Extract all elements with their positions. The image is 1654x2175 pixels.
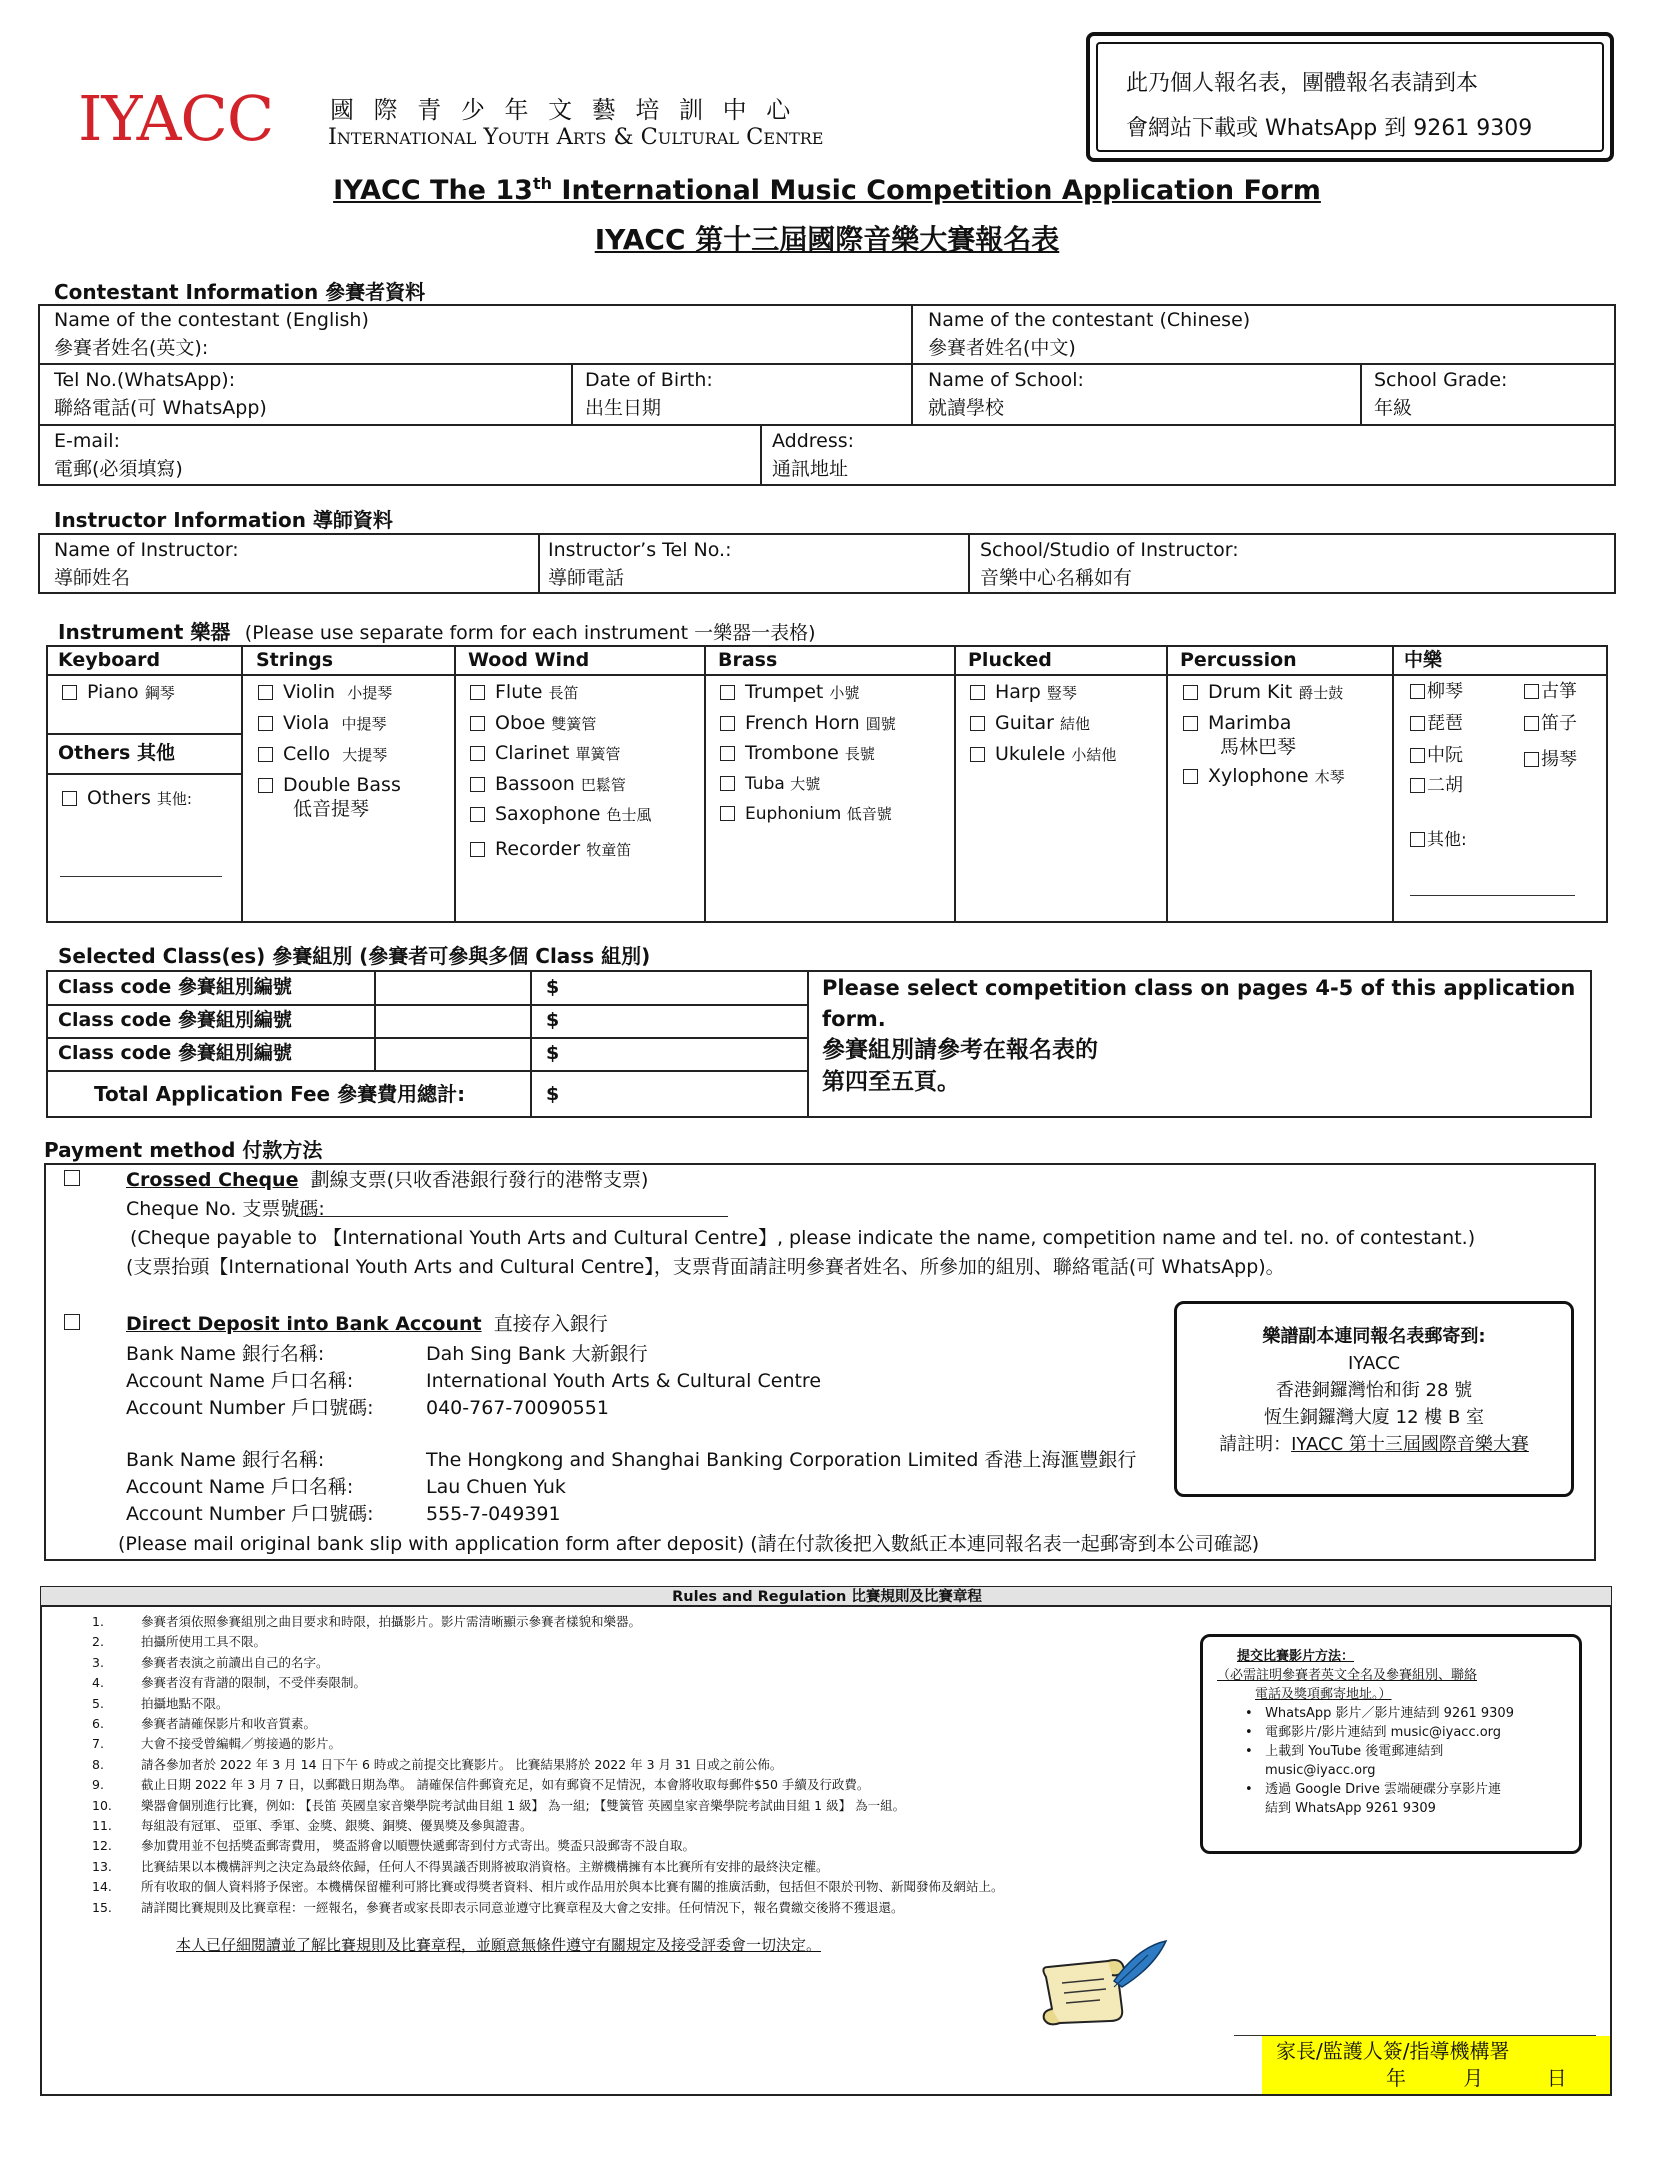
field-tel-label-cn: 聯絡電話(可 WhatsApp) [54,397,267,419]
instructor-table [38,533,1616,594]
field-instructor-studio-label-cn: 音樂中心名稱如有 [980,567,1133,589]
logo [78,84,318,154]
others-blank-line[interactable] [60,876,222,877]
opt-label: Bassoon [495,773,575,795]
opt-label: French Horn [745,712,860,734]
opt-label-cn: 低音號 [846,805,892,823]
opt-yangqin[interactable] [1524,746,1577,774]
title-en-sup: th [532,174,553,193]
rule-number: 3. [92,1654,104,1670]
opt-saxophone[interactable] [470,800,652,829]
opt-label: Drum Kit [1208,681,1293,703]
checkbox[interactable] [1183,769,1198,784]
opt-guitar[interactable] [970,709,1090,738]
notice-line-2: 會網站下載或 WhatsApp 到 9261 9309 [1126,116,1533,141]
field-instructor-tel-label-cn: 導師電話 [548,567,625,589]
rule-number: 9. [92,1777,104,1793]
opt-label: Trumpet [745,681,824,703]
opt-ukulele[interactable] [970,740,1116,769]
payment-section-title: Payment method 付款方法 [44,1138,323,1162]
col-woodwind: Wood Wind [468,649,590,671]
opt-label-cn: 中提琴 [341,715,387,733]
bank2-no-label: Account Number 戶口號碼: [126,1503,374,1525]
opt-liuqin[interactable] [1410,678,1463,706]
rule-text: 拍攝地點不限。 [141,1695,229,1711]
field-name-en[interactable] [54,306,369,362]
opt-label: Recorder [495,838,581,860]
cheque-title: Crossed Cheque [126,1169,299,1191]
field-tel[interactable] [54,366,267,422]
checkbox[interactable] [970,716,985,731]
checkbox[interactable] [1410,832,1425,847]
field-school-label-cn: 就讀學校 [928,397,1005,419]
opt-label-cn: 巴鬆管 [580,776,626,794]
checkbox[interactable] [1183,685,1198,700]
mail-box-line-3: 香港銅鑼灣怡和街 28 號 [1275,1380,1473,1401]
opt-label-cn: 色士風 [606,806,652,824]
rule-text: 所有收取的個人資料將予保密。本機構保留權利可將比賽或得獎者資料、相片或作品用於與本比賽有關的推廣活動，包括但不限於刊物、新聞發佈及網站上。 [141,1879,1004,1895]
opt-label: 柳琴 [1427,681,1463,702]
class-code-1: Class code 參賽組別編號 [58,976,292,998]
checkbox[interactable] [720,746,735,761]
rule-text: 截止日期 2022 年 3 月 7 日，以郵戳日期為準。 請確保信件郵資充足，如有郵資不足情況，本會將收取每郵件$50 手續及行政費。 [141,1777,870,1793]
opt-flute[interactable] [470,678,578,707]
checkbox[interactable] [970,747,985,762]
deposit-checkbox[interactable] [64,1314,80,1330]
video-bullet-1: • WhatsApp 影片／影片連結到 9261 9309 [1245,1706,1514,1721]
bank2-name-label: Bank Name 銀行名稱: [126,1449,325,1471]
opt-label: Viola [283,712,330,734]
field-address[interactable] [772,427,854,483]
notice-line-1: 此乃個人報名表，團體報名表請到本 [1126,71,1479,96]
instrument-section-note: (Please use separate form for each instrument 一樂器一表格) [244,622,816,644]
checkbox[interactable] [258,716,273,731]
opt-french-horn[interactable] [720,709,896,738]
logo-text: IYACC [78,82,274,155]
cheque-title-cn: 劃線支票(只收香港銀行發行的港幣支票) [310,1169,649,1191]
checkbox[interactable] [1524,716,1539,731]
col-strings: Strings [256,649,334,671]
video-bullet-2-text: 電郵影片/影片連結到 music@iyacc.org [1265,1725,1502,1740]
video-sub-1: （必需註明參賽者英文全名及參賽組別、聯絡 [1217,1668,1478,1683]
checkbox[interactable] [470,685,485,700]
col-keyboard: Keyboard [58,649,161,671]
checkbox[interactable] [1410,684,1425,699]
field-instructor-name-label: Name of Instructor: [54,539,239,561]
opt-label: 二胡 [1427,775,1463,796]
video-bullet-1-text: WhatsApp 影片／影片連結到 9261 9309 [1265,1706,1514,1721]
rule-text: 請詳閱比賽規則及比賽章程：一經報名，參賽者或家長即表示同意並遵守比賽章程及大會之安排。任何情況下，報名費繳交後將不獲退還。 [141,1899,904,1915]
video-sub-2: 電話及獎項郵寄地址。） [1255,1687,1392,1702]
notice-box [1086,32,1614,162]
checkbox[interactable] [258,778,273,793]
rule-number: 10. [92,1797,112,1813]
rule-number: 6. [92,1716,104,1731]
chinese-other-blank-line[interactable] [1410,895,1575,896]
org-name-cn: 國 際 青 少 年 文 藝 培 訓 中 心 [330,96,797,124]
rule-text: 樂器會個別進行比賽，例如: 【長笛 英國皇家音樂學院考試曲目組 1 級】 為一組; 【雙簧管 英國皇家音樂學院考試曲目組 1 級】 為一組。 [141,1797,906,1813]
opt-drum-kit[interactable] [1183,678,1343,707]
field-school-label: Name of School: [928,369,1084,391]
cheque-no-line[interactable] [296,1216,728,1217]
class-code-2: Class code 參賽組別編號 [58,1009,292,1031]
opt-label-cn: 鋼琴 [144,684,175,702]
title-en-main: IYACC The 13 [333,175,533,206]
opt-label-cn: 長號 [844,745,875,763]
cheque-checkbox[interactable] [64,1170,80,1186]
deposit-title-cn: 直接存入銀行 [493,1313,608,1335]
opt-label: Xylophone [1208,765,1309,787]
opt-label: Harp [995,681,1041,703]
instrument-section-title [58,616,816,645]
checkbox[interactable] [1183,716,1198,731]
field-dob[interactable] [585,366,713,422]
checkbox[interactable] [720,685,735,700]
rule-text: 參賽者須依照參賽組別之曲目要求和時限，拍攝影片。影片需清晰顯示參賽者樣貌和樂器。 [141,1614,642,1629]
opt-label: Piano [87,681,139,703]
bank2-name: The Hongkong and Shanghai Banking Corporation Limited 香港上海滙豐銀行 [426,1449,1137,1471]
checkbox[interactable] [720,716,735,731]
checkbox[interactable] [470,716,485,731]
rules-title: Rules and Regulation 比賽規則及比賽章程 [672,1589,982,1605]
opt-xylophone[interactable] [1183,762,1345,791]
opt-label-cn: 長笛 [548,684,579,702]
opt-label: Ukulele [995,743,1066,765]
field-instructor-tel[interactable] [548,536,732,592]
rule-number: 4. [92,1675,104,1691]
rule-text: 參加費用並不包括獎盃郵寄費用， 獎盃將會以順豐快遞郵寄到付方式寄出。獎盃只設郵寄不設自取。 [141,1838,695,1854]
checkbox[interactable] [720,806,735,821]
opt-label: Violin [283,681,336,703]
checkbox[interactable] [470,807,485,822]
video-bullet-4b: 結到 WhatsApp 9261 9309 [1265,1801,1436,1816]
col-chinese: 中樂 [1404,649,1443,671]
opt-cello[interactable] [258,740,387,769]
checkbox[interactable] [470,746,485,761]
opt-label-cn: 大號 [790,775,821,793]
scroll-quill-icon [1030,1937,1170,2027]
rule-text: 參賽者表演之前讀出自己的名字。 [141,1654,329,1670]
checkbox[interactable] [62,791,77,806]
field-tel-label: Tel No.(WhatsApp): [54,369,236,391]
class-code-3: Class code 參賽組別編號 [58,1042,292,1064]
opt-double-bass-cn: 低音提琴 [293,798,370,820]
field-instructor-name-label-cn: 導師姓名 [54,567,131,589]
rule-number: 14. [92,1879,112,1895]
instructor-section-title: Instructor Information 導師資料 [54,508,393,532]
field-dob-label: Date of Birth: [585,369,713,391]
opt-label-cn: 木琴 [1314,768,1345,786]
opt-guzheng[interactable] [1524,678,1577,706]
video-bullet-4: • 透過 Google Drive 雲端硬碟分享影片連 [1245,1782,1501,1797]
col-plucked: Plucked [968,649,1052,671]
rule-text: 請各參加者於 2022 年 3 月 14 日下午 6 時或之前提交比賽影片。 比賽結果將於 2022 年 3 月 31 日或之前公佈。 [141,1756,783,1772]
total-fee-value[interactable]: $ [546,1083,560,1105]
mail-box-title: 樂譜副本連同報名表郵寄到: [1262,1326,1486,1347]
opt-trumpet[interactable] [720,678,859,707]
others-header: Others 其他 [58,742,175,764]
deposit-title-line [126,1310,608,1338]
bank1-name: Dah Sing Bank 大新銀行 [426,1343,648,1365]
declaration: 本人已仔細閱讀並了解比賽規則及比賽章程，並願意無條件遵守有關規定及接受評委會一切決定。 [176,1936,822,1954]
opt-label-cn: 牧童笛 [586,841,632,859]
opt-label: Tuba [745,774,785,794]
signature-label: 家長/監護人簽/指導機構署 [1276,2039,1510,2063]
opt-chinese-other[interactable] [1410,826,1467,854]
opt-recorder[interactable] [470,835,631,864]
opt-euphonium[interactable] [720,800,892,828]
mail-box-line-5 [1177,1431,1571,1458]
rule-number: 12. [92,1838,112,1854]
rule-number: 7. [92,1736,104,1752]
cheque-title-line [126,1166,648,1194]
opt-label-cn: 單簧管 [575,745,621,763]
field-instructor-name[interactable] [54,536,239,592]
opt-label: Cello [283,743,331,765]
mail-box-line-4: 恆生銅鑼灣大廈 12 樓 B 室 [1263,1407,1485,1428]
cheque-payable: (Cheque payable to 【International Youth Arts and Cultural Centre】, please indicate the name, competition name and tel. no. of contestant.) [130,1227,1476,1249]
mail-box-note-value: IYACC 第十三屆國際音樂大賽 [1291,1434,1529,1455]
field-instructor-tel-label: Instructor’s Tel No.: [548,539,732,561]
opt-label: Saxophone [495,803,601,825]
checkbox[interactable] [258,747,273,762]
rule-number: 15. [92,1899,112,1915]
opt-label: Guitar [995,712,1054,734]
opt-erhu[interactable] [1410,772,1463,800]
opt-label-cn: 其他: [156,790,192,808]
video-bullet-3-text: 上載到 YouTube 後電郵連結到 [1265,1744,1444,1759]
class-note-cn-1: 參賽組別請參考在報名表的 [822,1037,1098,1063]
bank1-acc: International Youth Arts & Cultural Centre [426,1370,822,1392]
opt-label: 揚琴 [1541,749,1577,770]
title-cn: IYACC 第十三屆國際音樂大賽報名表 [594,223,1060,256]
bank2-acc: Lau Chuen Yuk [426,1476,566,1498]
field-school[interactable] [928,366,1084,422]
checkbox[interactable] [1524,752,1539,767]
opt-label-cn: 雙簧管 [551,715,597,733]
title-en-rest: International Music Competition Application Form [552,175,1321,206]
mail-box-line-2: IYACC [1347,1353,1401,1374]
rule-number: 8. [92,1756,104,1772]
video-title: 提交比賽影片方法： [1237,1649,1355,1664]
field-email[interactable] [54,427,183,483]
opt-label-cn: 爵士鼓 [1298,684,1344,702]
rule-text: 參賽者沒有背譜的限制，不受伴奏限制。 [141,1675,367,1691]
checkbox[interactable] [470,777,485,792]
opt-dizi[interactable] [1524,710,1577,738]
opt-label: Flute [495,681,543,703]
bank1-acc-label: Account Name 戶口名稱: [126,1370,354,1392]
field-email-label-cn: 電郵(必須填寫) [54,458,183,480]
rule-text: 參賽者請確保影片和收音質素。 [141,1716,317,1731]
class-note-en-2: form. [822,1007,886,1031]
field-grade-label-cn: 年級 [1374,397,1413,419]
opt-label: Double Bass [283,774,401,796]
opt-marimba-cn: 馬林巴琴 [1220,736,1297,758]
opt-others[interactable] [62,784,192,813]
opt-label-cn: 圓號 [865,715,896,733]
video-bullet-4-text: 透過 Google Drive 雲端硬碟分享影片連 [1265,1782,1501,1797]
checkbox[interactable] [258,685,273,700]
signature-date: 年 月 日 [1386,2066,1567,2090]
field-name-en-label: Name of the contestant (English) [54,309,369,331]
opt-label-cn: 大提琴 [342,746,388,764]
opt-zhongruan[interactable] [1410,742,1463,770]
opt-oboe[interactable] [470,709,596,738]
checkbox[interactable] [470,842,485,857]
opt-pipa[interactable] [1410,710,1463,738]
field-name-cn[interactable] [928,306,1250,362]
opt-viola[interactable] [258,709,387,738]
field-instructor-studio[interactable] [980,536,1239,592]
rule-number: 2. [92,1634,104,1650]
checkbox[interactable] [720,776,735,791]
field-grade[interactable] [1374,366,1507,422]
rule-text: 每組設有冠軍、 亞軍、季軍、金獎、銀獎、銅獎、優異獎及參與證書。 [141,1818,533,1833]
opt-harp[interactable] [970,678,1077,707]
rule-number: 1. [92,1614,104,1629]
classes-section-title: Selected Class(es) 參賽組別 (參賽者可參與多個 Class 組別) [58,944,651,968]
bank1-no: 040-767-70090551 [426,1397,609,1419]
col-percussion: Percussion [1180,649,1297,671]
field-name-cn-label-cn: 參賽者姓名(中文) [928,337,1076,359]
checkbox[interactable] [62,685,77,700]
video-bullet-2: • 電郵影片/影片連結到 music@iyacc.org [1245,1725,1502,1740]
rule-number: 13. [92,1858,112,1874]
field-name-cn-label: Name of the contestant (Chinese) [928,309,1251,331]
total-fee-label: Total Application Fee 參賽費用總計: [94,1082,466,1106]
mail-box-note-label: 請註明： [1219,1434,1292,1455]
checkbox[interactable] [1524,684,1539,699]
opt-label-cn: 小結他 [1071,746,1117,764]
rule-text: 拍攝所使用工具不限。 [141,1634,267,1650]
mail-address-box [1174,1301,1574,1497]
opt-label-cn: 小提琴 [347,684,393,702]
class-fee-3[interactable]: $ [546,1042,560,1064]
field-dob-label-cn: 出生日期 [585,397,662,419]
checkbox[interactable] [1410,716,1425,731]
opt-tuba[interactable] [720,770,820,798]
opt-label-cn: 小號 [829,684,860,702]
bank1-no-label: Account Number 戶口號碼: [126,1397,374,1419]
checkbox[interactable] [1410,748,1425,763]
cheque-no-label: Cheque No. 支票號碼: [126,1198,325,1220]
opt-label: 琵琶 [1427,713,1463,734]
opt-trombone[interactable] [720,739,875,768]
field-address-label-cn: 通訊地址 [772,458,849,480]
opt-label: Marimba [1208,712,1292,734]
opt-label: Trombone [745,742,839,764]
checkbox[interactable] [970,685,985,700]
class-fee-1[interactable]: $ [546,976,560,998]
bank-mail-note: (Please mail original bank slip with application form after deposit) (請在付款後把入數紙正本連同報名表一起郵寄到本公司確認) [118,1533,1260,1555]
opt-label: 中阮 [1427,745,1463,766]
deposit-title: Direct Deposit into Bank Account [126,1313,482,1335]
field-name-en-label-cn: 參賽者姓名(英文): [54,337,209,359]
class-note-cn-2: 第四至五頁。 [822,1069,960,1095]
opt-violin[interactable] [258,678,392,707]
opt-bassoon[interactable] [470,770,626,799]
cheque-payable-cn: (支票抬頭【International Youth Arts and Cultural Centre】，支票背面請註明參賽者姓名、所參加的組別、聯絡電話(可 WhatsApp)。 [126,1256,1285,1278]
opt-label: Oboe [495,712,546,734]
col-brass: Brass [718,649,778,671]
field-grade-label: School Grade: [1374,369,1508,391]
bank1-name-label: Bank Name 銀行名稱: [126,1343,325,1365]
instrument-section-label: Instrument 樂器 [58,620,231,644]
opt-label: Clarinet [495,742,570,764]
opt-piano[interactable] [62,678,175,707]
opt-label-cn: 結他 [1060,715,1091,733]
rule-text: 比賽結果以本機構評判之決定為最終依歸，任何人不得異議否則將被取消資格。主辦機構擁有本比賽所有安排的最終決定權。 [141,1858,829,1874]
opt-label: 古箏 [1541,681,1577,702]
field-email-label: E-mail: [54,430,120,452]
rule-text: 大會不接受曾編輯／剪接過的影片。 [141,1736,342,1752]
org-name-en: International Youth Arts & Cultural Centre [328,124,824,150]
bank2-no: 555-7-049391 [426,1503,561,1525]
field-instructor-studio-label: School/Studio of Instructor: [980,539,1239,561]
opt-label-cn: 豎琴 [1046,684,1077,702]
video-box [1200,1634,1582,1854]
rule-number: 5. [92,1695,104,1711]
opt-label: 其他: [1427,830,1467,850]
video-bullet-3b: music@iyacc.org [1265,1763,1376,1778]
bank2-acc-label: Account Name 戶口名稱: [126,1476,354,1498]
opt-label: Euphonium [745,804,842,824]
opt-label: 笛子 [1541,713,1577,734]
video-bullet-3: • 上載到 YouTube 後電郵連結到 [1245,1744,1444,1759]
title-en [0,174,1654,206]
field-address-label: Address: [772,430,855,452]
contestant-section-title: Contestant Information 參賽者資料 [54,280,426,304]
checkbox[interactable] [1410,778,1425,793]
rule-number: 11. [92,1818,112,1833]
class-note-en-1: Please select competition class on pages 4-5 of this application [822,976,1576,1000]
opt-clarinet[interactable] [470,739,621,768]
class-fee-2[interactable]: $ [546,1009,560,1031]
opt-label: Others [87,787,151,809]
